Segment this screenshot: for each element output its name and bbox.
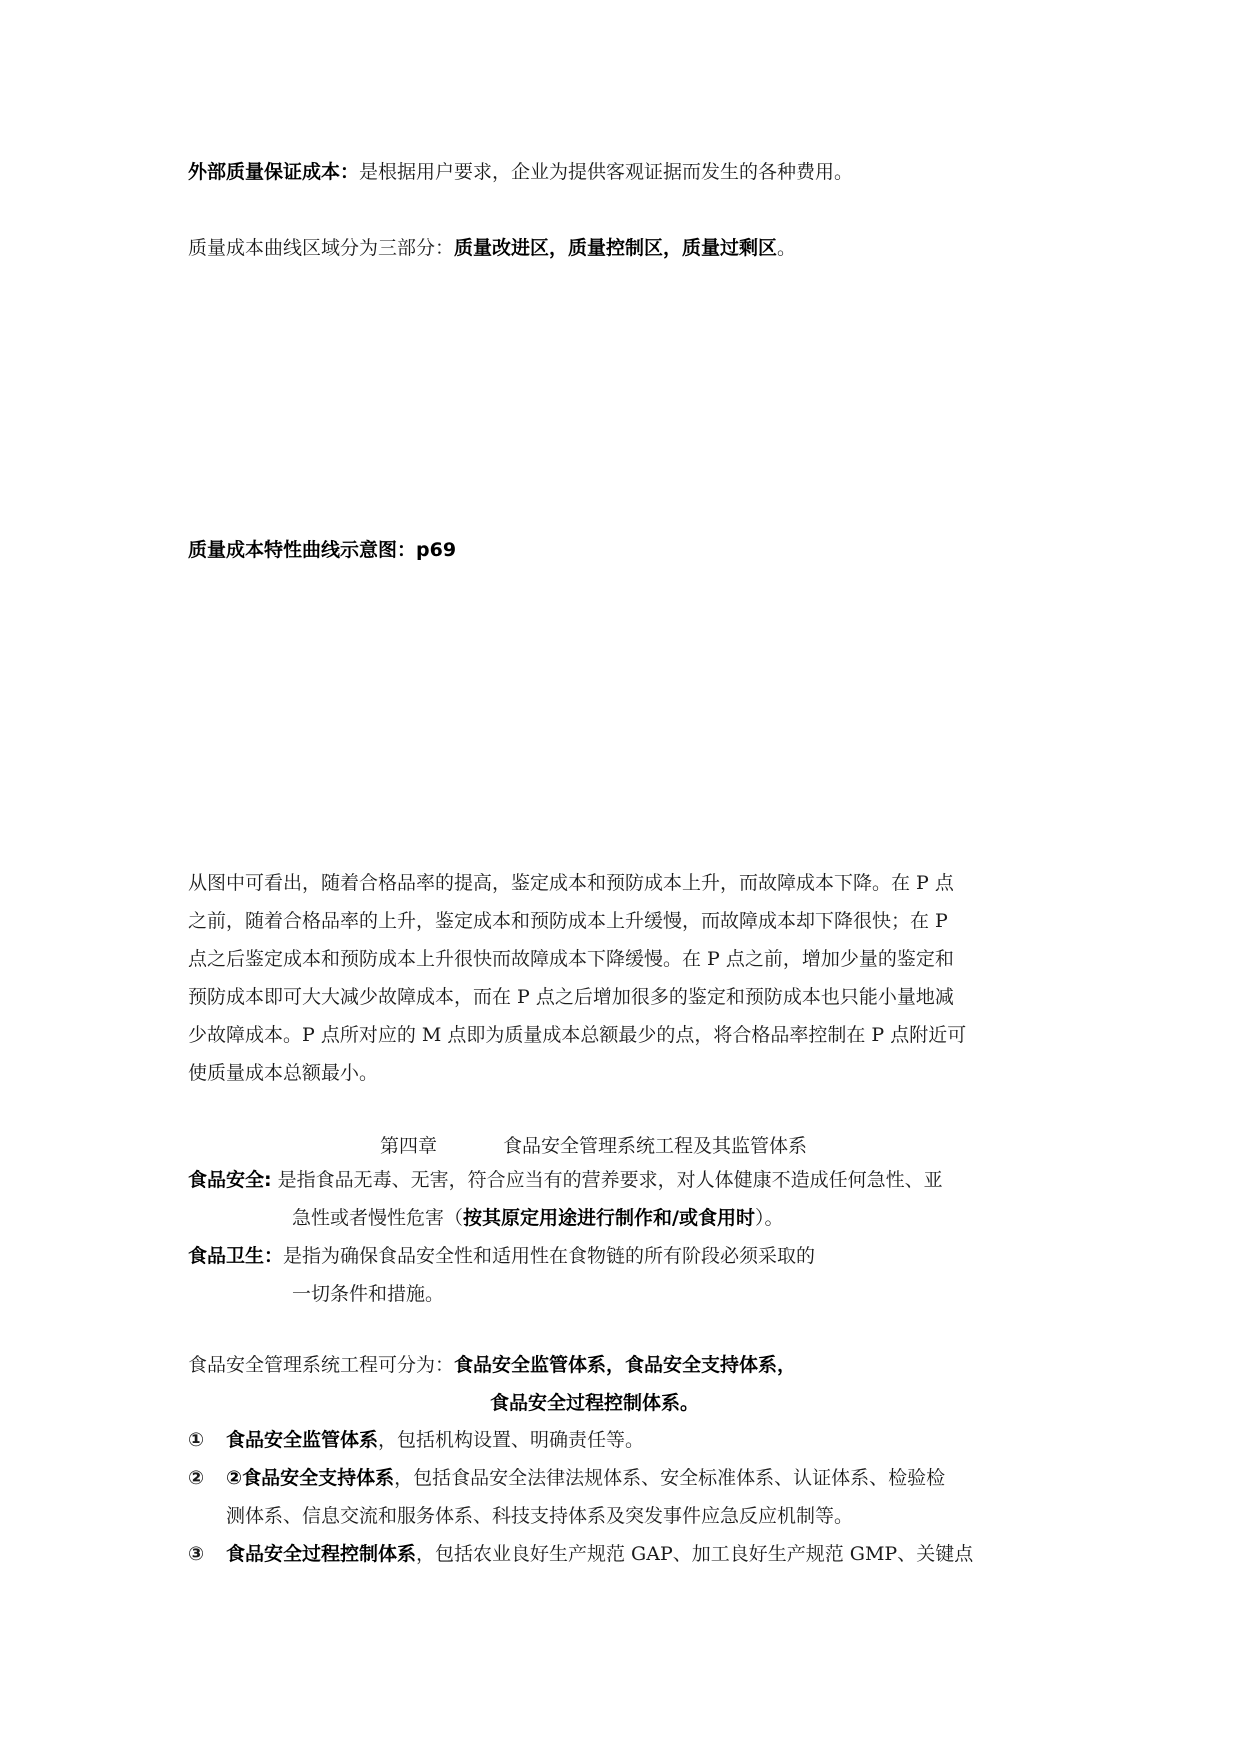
paragraph-line: 点之后鉴定成本和预防成本上升很快而故障成本下降缓慢。在 P 点之前，增加少量的鉴定和 (188, 948, 954, 970)
item-text: ，包括农业良好生产规范 GAP、加工良好生产规范 GMP、关键点 (416, 1543, 974, 1565)
food-hygiene-def-line2: 一切条件和措施。 (292, 1283, 445, 1305)
item-text: ，包括食品安全法律法规体系、安全标准体系、认证体系、检验检 (394, 1467, 946, 1489)
system-engineering-line (188, 1353, 796, 1377)
food-safety-def-line1 (188, 1168, 943, 1192)
list-item (188, 1428, 644, 1452)
food-safety-def: 是指食品无毒、无害，符合应当有的营养要求，对人体健康不造成任何急性、亚 (277, 1169, 943, 1191)
food-safety-def-cont: 急性或者慢性危害（ (292, 1207, 464, 1229)
paragraph-line: 之前，随着合格品率的上升，鉴定成本和预防成本上升缓慢，而故障成本却下降很快；在 P (188, 910, 948, 932)
paragraph-line: 从图中可看出，随着合格品率的提高，鉴定成本和预防成本上升，而故障成本下降。在 P 点 (188, 872, 954, 894)
food-hygiene-def-line1 (188, 1244, 815, 1268)
item-number: ② (188, 1467, 205, 1489)
curve-explanation-paragraph (188, 864, 1068, 1092)
term-food-hygiene: 食品卫生： (188, 1245, 284, 1267)
list-item (188, 1466, 945, 1490)
paragraph-line: 预防成本即可大大减少故障成本，而在 P 点之后增加很多的鉴定和预防成本也只能小量地减 (188, 986, 954, 1008)
external-qa-cost-line (188, 160, 853, 184)
zones-end: 。 (777, 237, 797, 259)
item-text: ，包括机构设置、明确责任等。 (378, 1429, 645, 1451)
item-number: ③ (188, 1543, 205, 1565)
zones-list: 质量改进区，质量控制区，质量过剩区 (454, 237, 778, 259)
food-safety-condition: 按其原定用途进行制作和/或食用时 (463, 1207, 755, 1229)
figure-caption: 质量成本特性曲线示意图：p69 (188, 539, 457, 561)
term-food-safety: 食品安全: (188, 1169, 272, 1191)
food-safety-def-end: ）。 (754, 1207, 784, 1229)
system-parts: 食品安全监管体系，食品安全支持体系， (454, 1354, 797, 1376)
system-parts-cont: 食品安全过程控制体系。 (490, 1392, 700, 1414)
paragraph-line: 使质量成本总额最小。 (188, 1062, 379, 1084)
quality-cost-zones-line (188, 236, 796, 260)
paragraph-line: 少故障成本。P 点所对应的 M 点即为质量成本总额最少的点，将合格品率控制在 P 点附近可 (188, 1024, 967, 1046)
chapter-number: 第四章 (380, 1135, 438, 1157)
definition-external-qa-cost: 是根据用户要求，企业为提供客观证据而发生的各种费用。 (359, 161, 854, 183)
food-safety-def-line2 (292, 1206, 783, 1230)
item-title: 食品安全过程控制体系 (226, 1543, 417, 1565)
system-lead: 食品安全管理系统工程可分为： (188, 1354, 455, 1376)
list-item (188, 1542, 973, 1566)
term-external-qa-cost: 外部质量保证成本： (188, 161, 360, 183)
zones-lead: 质量成本曲线区域分为三部分： (188, 237, 455, 259)
list-item-cont: 测体系、信息交流和服务体系、科技支持体系及突发事件应急反应机制等。 (226, 1505, 854, 1527)
chapter-heading (380, 1134, 807, 1158)
item-number: ① (188, 1429, 205, 1451)
food-hygiene-def: 是指为确保食品安全性和适用性在食物链的所有阶段必须采取的 (283, 1245, 816, 1267)
item-title: 食品安全监管体系 (226, 1429, 379, 1451)
item-title: ②食品安全支持体系 (226, 1467, 395, 1489)
chapter-title: 食品安全管理系统工程及其监管体系 (503, 1135, 808, 1157)
